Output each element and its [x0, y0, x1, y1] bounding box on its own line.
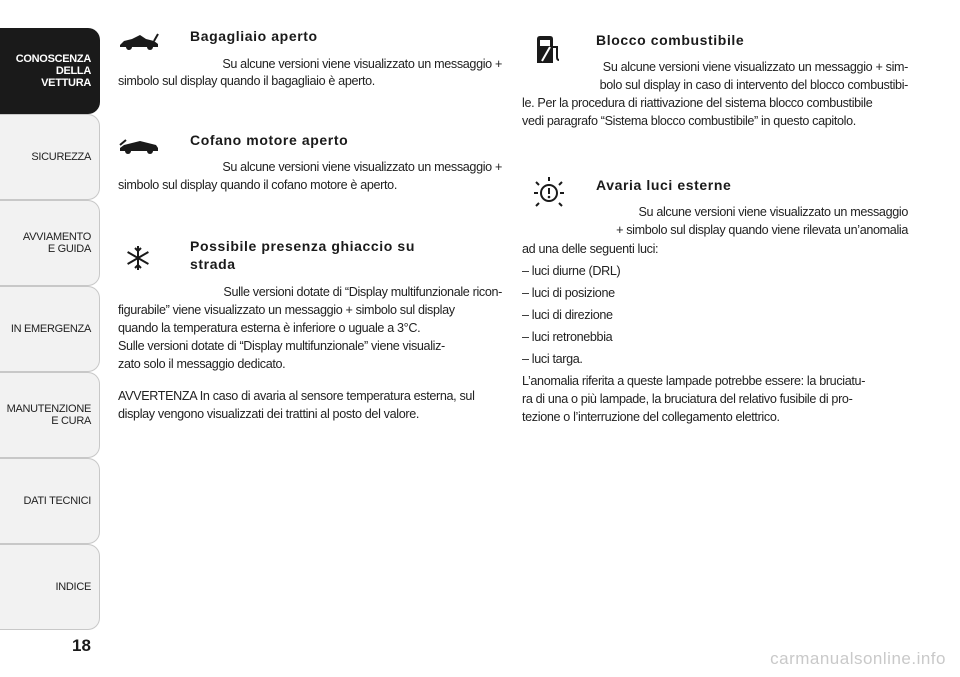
luci-text-6: tezione o l’interruzione del collegamento elettrico.: [522, 410, 780, 424]
combustibile-text-2: bolo sul display in caso di intervento del blocco combustibi-: [599, 78, 908, 92]
bagagliaio-text-2: simbolo sul display quando il bagagliaio è aperto.: [118, 74, 375, 88]
tab-manutenzione-e-cura[interactable]: [0, 372, 100, 458]
tab-label: SICUREZZA: [31, 151, 91, 163]
ghiaccio-text-4: Sulle versioni dotate di “Display multifunzionale” viene visualiz-: [118, 339, 445, 353]
page-number: 18: [72, 636, 91, 655]
car-trunk-open-icon: [118, 33, 160, 51]
tab-conoscenza-della-vettura[interactable]: [0, 28, 100, 114]
combustibile-text-4: vedi paragrafo “Sistema blocco combustibile” in questo capitolo.: [522, 114, 856, 128]
watermark: carmanualsonline.info: [770, 649, 946, 668]
cofano-text-1: Su alcune versioni viene visualizzato un messaggio +: [222, 160, 502, 174]
tab-label: AVVIAMENTO E GUIDA: [22, 231, 91, 255]
combustibile-text-1: Su alcune versioni viene visualizzato un messaggio + sim-: [602, 60, 908, 74]
ghiaccio-text-3: quando la temperatura esterna è inferiore o uguale a 3°C.: [118, 321, 421, 335]
luci-text-5: ra di una o più lampade, la bruciatura del relativo fusibile di pro-: [522, 392, 853, 406]
tab-label: IN EMERGENZA: [10, 323, 91, 335]
luci-list-item: – luci diurne (DRL): [522, 264, 621, 278]
car-hood-open-icon: [118, 137, 160, 155]
ghiaccio-text-1: Sulle versioni dotate di “Display multifunzionale ricon-: [223, 285, 502, 299]
tab-indice[interactable]: [0, 544, 100, 630]
tab-label: MANUTENZIONE E CURA: [6, 403, 91, 427]
luci-text-4: L’anomalia riferita a queste lampade potrebbe essere: la bruciatu-: [522, 374, 866, 388]
tab-sicurezza[interactable]: [0, 114, 100, 200]
snowflake-icon: [124, 244, 152, 272]
section-title-ghiaccio-1: Possibile presenza ghiaccio su: [190, 238, 415, 254]
tab-label: CONOSCENZA DELLA VETTURA: [15, 53, 91, 89]
tab-dati-tecnici[interactable]: [0, 458, 100, 544]
cofano-text-2: simbolo sul display quando il cofano motore è aperto.: [118, 178, 397, 192]
ghiaccio-text-5: zato solo il messaggio dedicato.: [118, 357, 286, 371]
combustibile-text-3: le. Per la procedura di riattivazione del sistema blocco combustibile: [522, 96, 873, 110]
tab-label: INDICE: [55, 581, 91, 593]
ghiaccio-warning-1: AVVERTENZA In caso di avaria al sensore temperatura esterna, sul: [118, 389, 475, 403]
luci-text-2: + simbolo sul display quando viene rilevata un’anomalia: [616, 223, 908, 237]
luci-text-1: Su alcune versioni viene visualizzato un messaggio: [638, 205, 908, 219]
section-title-combustibile: Blocco combustibile: [596, 32, 745, 48]
ghiaccio-text-2: figurabile” viene visualizzato un messaggio + simbolo sul display: [118, 303, 455, 317]
tab-avviamento-e-guida[interactable]: [0, 200, 100, 286]
luci-list-item: – luci retronebbia: [522, 330, 613, 344]
luci-list-item: – luci di posizione: [522, 286, 615, 300]
ghiaccio-warning-2: display vengono visualizzati dei trattini al posto del valore.: [118, 407, 420, 421]
tab-in-emergenza[interactable]: [0, 286, 100, 372]
tab-label: DATI TECNICI: [23, 495, 91, 507]
section-title-ghiaccio-2: strada: [190, 256, 236, 272]
bagagliaio-text-1: Su alcune versioni viene visualizzato un messaggio +: [222, 57, 502, 71]
section-title-bagagliaio: Bagagliaio aperto: [190, 28, 318, 44]
section-title-cofano: Cofano motore aperto: [190, 132, 349, 148]
section-title-luci: Avaria luci esterne: [596, 177, 732, 193]
luci-list-item: – luci targa.: [522, 352, 583, 366]
luci-list-item: – luci di direzione: [522, 308, 613, 322]
luci-text-3: ad una delle seguenti luci:: [522, 242, 659, 256]
